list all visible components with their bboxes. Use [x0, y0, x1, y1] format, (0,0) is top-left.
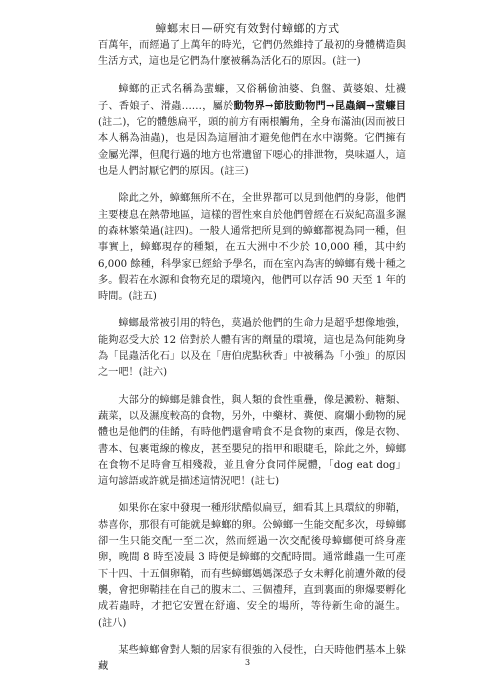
paragraph: [98, 501, 406, 631]
paragraph-text: (註二)，它的體態扁平，頭的前方有兩根觸角，全身布滿油(因而被日本人稱為油蟲)，也是因為這層油才避免他們在水中溺斃。它們擁有金屬光澤，但爬行過的地方也常遺留下噁心的排泄物，臭味逼人，這也是人們討厭它們的原因。(註三): [98, 117, 406, 178]
paragraph-text: 蟑螂最常被引用的特色，莫過於他們的生命力是超乎想像地強，能夠忍受大於 12 倍對於人體有害的劑量的環境，這也是為何能夠身為「昆蟲活化石」以及在「唐伯虎點秋香」中被稱為「小強」的原因之一吧！(註六): [98, 318, 406, 379]
paragraph-text: 除此之外，蟑螂無所不在，全世界都可以見到他們的身影，他們主要棲息在熱帶地區，這樣的習性來自於他們曾經在石炭紀高溫多濕的森林繁榮過(註四)。一般人通常把所見到的蟑螂都視為同一種，但事實上，蟑螂現存的種類，在五大洲中不少於 10,000 種，其中約 6,000 餘種，科學家已經給予學名，而在室內為害的蟑螂有幾十種之多。假若在水源和食物充足的環境內，他們可以存活 90 天至 1 年的時間。(註五): [98, 193, 406, 303]
taxonomy-emphasis: 動物界→節肢動物門→昆蟲綱→蜚蠊目: [233, 99, 406, 112]
paragraph: [98, 316, 406, 381]
body-text: [98, 38, 406, 675]
paragraph-text: 如果你在家中發現一種形狀酷似扁豆，細看其上具環紋的卵鞘，恭喜你，那很有可能就是蟑螂的卵。公蟑螂一生能交配多次，母蟑螂卻一生只能交配一至二次，然而經過一次交配後母蟑螂便可終身產卵，晚間 8 時至凌晨 3 時便是蟑螂的交配時間。通常雌蟲一生可產下十四、十五個卵鞘，而有些蟑螂媽媽深恐子女未孵化前遭外敵的侵襲，會把卵鞘挂在自己的腹末二、三個禮拜，直到裏面的卵爆要孵化成若蟲時，才把它安置在舒適、安全的場所，等待新生命的誕生。(註八): [98, 503, 406, 629]
paragraph-text: 百萬年，而經過了上萬年的時光，它們仍然維持了最初的身體構造與生活方式，這也是它們為什麼被稱為活化石的原因。(註一): [98, 40, 406, 68]
paragraph: [98, 82, 406, 181]
paragraph: [98, 393, 406, 491]
running-header: 蟑螂末日—研究有效對付蟑螂的方式: [155, 22, 340, 35]
paragraph-text: 大部分的蟑螂是雜食性，與人類的食性重疊，像是澱粉、糖類、蔬菜，以及濕度較高的食物，另外，中藥材、糞便、腐爛小動物的屍體也是他們的佳餚，有時他們還會啃食不是食物的東西，像是衣物、書本、包裹電線的橡皮，甚至嬰兒的指甲和眼睫毛，除此之外，蟑螂在食物不足時會互相殘殺，並且會分食同伴屍體，「dog eat dog」這句諺語或許就是描述這情況吧！(註七): [98, 394, 406, 488]
paragraph: [98, 191, 406, 305]
paragraph: [98, 38, 406, 71]
paragraph-text: 蟑螂的正式名稱為蜚蠊，又俗稱偷油婆、負盤、黃婆娘、灶襪子、香娘子、滑蟲……，屬於: [98, 83, 406, 112]
paragraph-text: 某些蟑螂會對人類的居家有很強的入侵性，白天時他們基本上躲藏: [98, 644, 406, 673]
page-number: 3: [244, 658, 251, 667]
